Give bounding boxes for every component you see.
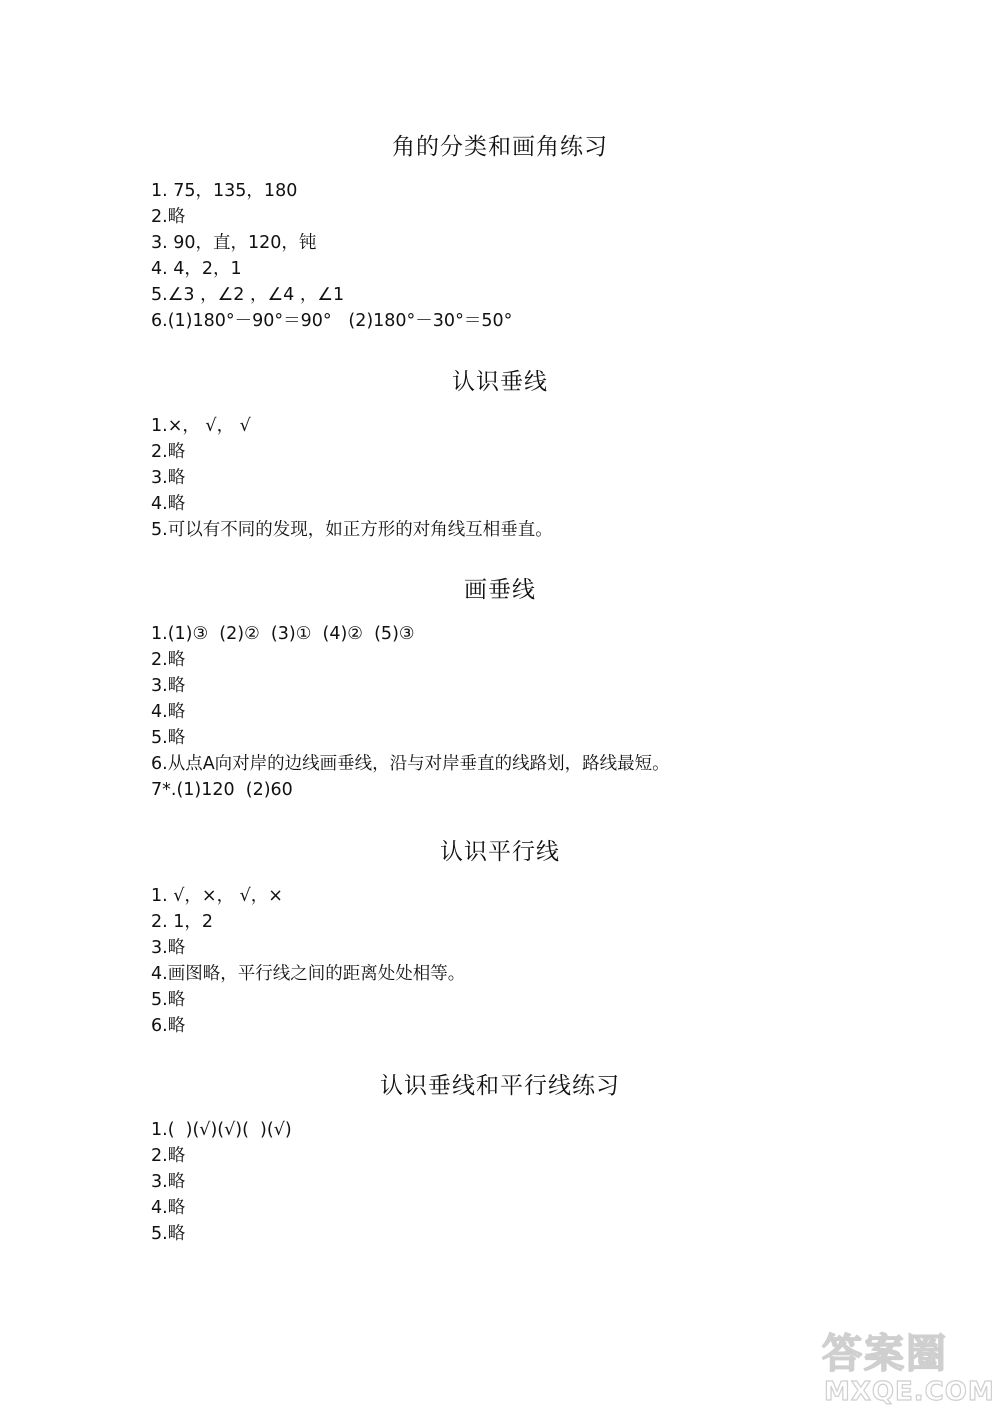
answer-line: 6.(1)180°－90°＝90° (2)180°－30°＝50° [151, 311, 513, 331]
section-title-perpendicular-lines: 认识垂线 [452, 369, 548, 395]
watermark-logo-text: 答案圈 [822, 1331, 948, 1377]
answer-line: 3.略 [151, 468, 186, 488]
answer-line: 4.略 [151, 1198, 186, 1218]
answer-line: 2.略 [151, 442, 186, 462]
answer-line: 3.略 [151, 938, 186, 958]
answer-line: 6.略 [151, 1016, 186, 1036]
answer-line: 5.略 [151, 728, 186, 748]
answer-line: 4.画图略，平行线之间的距离处处相等。 [151, 964, 466, 984]
answer-line: 4.略 [151, 494, 186, 514]
answer-line: 7*.(1)120 (2)60 [151, 780, 293, 800]
answer-line: 1.×， √， √ [151, 416, 251, 436]
answer-line: 5.略 [151, 990, 186, 1010]
answer-line: 3.略 [151, 676, 186, 696]
answer-line: 1. 75，135，180 [151, 181, 298, 201]
answer-line: 1.( )(√)(√)( )(√) [151, 1120, 292, 1140]
section-title-draw-perpendicular: 画垂线 [464, 577, 536, 603]
answer-line: 5.可以有不同的发现，如正方形的对角线互相垂直。 [151, 520, 553, 540]
answer-line: 2.略 [151, 207, 186, 227]
answer-line: 2.略 [151, 650, 186, 670]
answer-line: 2.略 [151, 1146, 186, 1166]
answer-line: 3. 90，直，120，钝 [151, 233, 317, 253]
answer-line: 1.(1)③ (2)② (3)① (4)② (5)③ [151, 624, 415, 644]
answer-line: 5.略 [151, 1224, 186, 1244]
answer-line: 6.从点A向对岸的边线画垂线，沿与对岸垂直的线路划，路线最短。 [151, 754, 670, 774]
site-watermark [822, 1331, 995, 1408]
section-title-angle-classification: 角的分类和画角练习 [392, 134, 608, 160]
section-title-perpendicular-parallel-practice: 认识垂线和平行线练习 [380, 1073, 620, 1099]
answer-line: 1. √，×， √，× [151, 886, 283, 906]
answer-line: 4.略 [151, 702, 186, 722]
section-title-parallel-lines: 认识平行线 [440, 839, 560, 865]
watermark-domain: MXQE.COM [824, 1377, 995, 1407]
answer-line: 5.∠3 ，∠2 ，∠4 ，∠1 [151, 285, 345, 305]
answer-line: 4. 4，2，1 [151, 259, 242, 279]
answer-line: 3.略 [151, 1172, 186, 1192]
answer-line: 2. 1，2 [151, 912, 214, 932]
